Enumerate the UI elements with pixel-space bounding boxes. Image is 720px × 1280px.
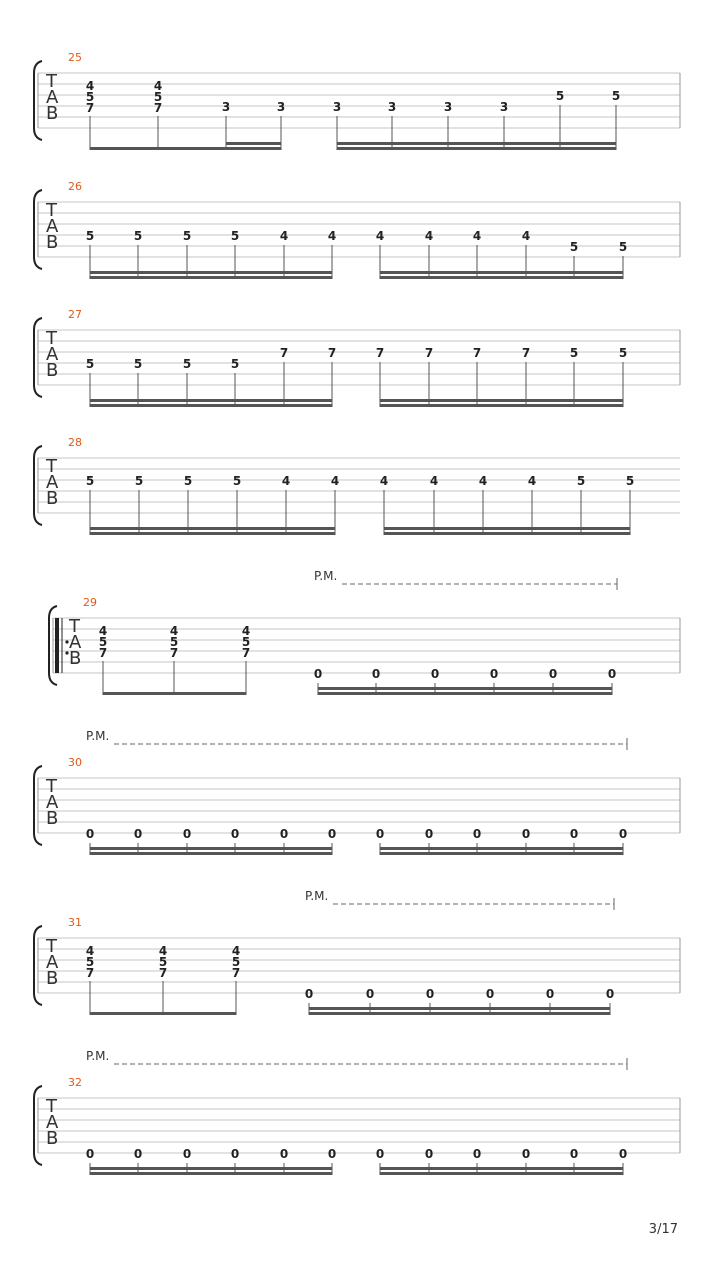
fret-number: 0 bbox=[279, 1147, 289, 1161]
tab-clef-letter: B bbox=[46, 1128, 59, 1149]
note-beam-secondary bbox=[90, 847, 332, 850]
note-beam bbox=[318, 692, 612, 695]
note-beam bbox=[384, 532, 630, 535]
page-number: 3/17 bbox=[648, 1222, 678, 1237]
measure-number: 30 bbox=[68, 756, 82, 769]
fret-number: 5 bbox=[158, 955, 168, 969]
tab-clef-letter: T bbox=[46, 936, 57, 957]
fret-number: 0 bbox=[605, 987, 615, 1001]
fret-number: 7 bbox=[85, 101, 95, 115]
tab-system-25 bbox=[34, 51, 680, 150]
note-beam-secondary bbox=[90, 271, 332, 274]
fret-number: 5 bbox=[182, 357, 192, 371]
tab-clef-letter: B bbox=[46, 103, 59, 124]
fret-number: 0 bbox=[182, 827, 192, 841]
fret-number: 5 bbox=[98, 635, 108, 649]
fret-number: 0 bbox=[133, 827, 143, 841]
note-beam-secondary bbox=[337, 142, 616, 145]
tab-clef-letter: A bbox=[46, 472, 59, 493]
tab-clef-letter: A bbox=[46, 216, 59, 237]
fret-number: 5 bbox=[85, 955, 95, 969]
fret-number: 0 bbox=[472, 1147, 482, 1161]
tab-clef-letter: A bbox=[46, 344, 59, 365]
tab-clef-letter: T bbox=[46, 1096, 57, 1117]
fret-number: 4 bbox=[153, 79, 163, 93]
fret-number: 0 bbox=[545, 987, 555, 1001]
fret-number: 7 bbox=[231, 966, 241, 980]
fret-number: 0 bbox=[375, 1147, 385, 1161]
fret-number: 5 bbox=[231, 955, 241, 969]
note-beam bbox=[380, 404, 623, 407]
fret-number: 5 bbox=[618, 346, 628, 360]
fret-number: 7 bbox=[98, 646, 108, 660]
fret-number: 7 bbox=[424, 346, 434, 360]
note-beam bbox=[90, 276, 332, 279]
tab-clef-letter: A bbox=[46, 1112, 59, 1133]
fret-number: 0 bbox=[424, 1147, 434, 1161]
note-beam-secondary bbox=[318, 687, 612, 690]
tab-clef-letter: A bbox=[46, 87, 59, 108]
fret-number: 4 bbox=[231, 944, 241, 958]
fret-number: 5 bbox=[183, 474, 193, 488]
fret-number: 0 bbox=[327, 827, 337, 841]
fret-number: 4 bbox=[472, 229, 482, 243]
fret-number: 4 bbox=[281, 474, 291, 488]
fret-number: 7 bbox=[153, 101, 163, 115]
fret-number: 0 bbox=[618, 1147, 628, 1161]
fret-number: 0 bbox=[375, 827, 385, 841]
tab-clef-letter: B bbox=[46, 232, 59, 253]
note-beam bbox=[90, 852, 332, 855]
fret-number: 4 bbox=[478, 474, 488, 488]
note-beam bbox=[309, 1012, 610, 1015]
fret-number: 5 bbox=[182, 229, 192, 243]
tab-system-27 bbox=[34, 308, 680, 407]
tab-clef-letter: A bbox=[46, 792, 59, 813]
fret-number: 4 bbox=[330, 474, 340, 488]
fret-number: 3 bbox=[332, 100, 342, 114]
fret-number: 7 bbox=[327, 346, 337, 360]
note-beam bbox=[90, 1172, 332, 1175]
fret-number: 4 bbox=[379, 474, 389, 488]
fret-number: 0 bbox=[424, 827, 434, 841]
fret-number: 4 bbox=[98, 624, 108, 638]
note-beam bbox=[337, 147, 616, 150]
fret-number: 0 bbox=[425, 987, 435, 1001]
fret-number: 7 bbox=[241, 646, 251, 660]
tab-system-30 bbox=[34, 729, 680, 855]
fret-number: 5 bbox=[576, 474, 586, 488]
fret-number: 0 bbox=[85, 827, 95, 841]
fret-number: 5 bbox=[134, 474, 144, 488]
fret-number: 4 bbox=[424, 229, 434, 243]
tab-system-29 bbox=[49, 569, 680, 695]
fret-number: 5 bbox=[133, 229, 143, 243]
fret-number: 5 bbox=[241, 635, 251, 649]
tab-system-28 bbox=[34, 436, 680, 535]
fret-number: 4 bbox=[85, 79, 95, 93]
note-beam-secondary bbox=[384, 527, 630, 530]
note-beam-secondary bbox=[226, 142, 281, 145]
note-beam-secondary bbox=[90, 399, 332, 402]
note-beam bbox=[380, 276, 623, 279]
fret-number: 4 bbox=[169, 624, 179, 638]
note-beam-secondary bbox=[380, 399, 623, 402]
fret-number: 5 bbox=[555, 89, 565, 103]
fret-number: 0 bbox=[327, 1147, 337, 1161]
fret-number: 0 bbox=[85, 1147, 95, 1161]
tab-clef-letter: T bbox=[46, 200, 57, 221]
fret-number: 0 bbox=[485, 987, 495, 1001]
note-beam bbox=[90, 1012, 236, 1015]
note-beam bbox=[90, 147, 281, 150]
note-beam-secondary bbox=[90, 527, 335, 530]
note-beam-secondary bbox=[380, 847, 623, 850]
fret-number: 0 bbox=[607, 667, 617, 681]
tab-clef-letter: B bbox=[46, 968, 59, 989]
tab-clef-letter: B bbox=[46, 488, 59, 509]
fret-number: 5 bbox=[169, 635, 179, 649]
note-beam bbox=[380, 1172, 623, 1175]
tab-clef-letter: T bbox=[46, 71, 57, 92]
tab-system-32 bbox=[34, 1049, 680, 1175]
fret-number: 5 bbox=[569, 346, 579, 360]
note-beam bbox=[90, 404, 332, 407]
tab-clef-letter: A bbox=[46, 952, 59, 973]
fret-number: 3 bbox=[276, 100, 286, 114]
note-beam bbox=[90, 532, 335, 535]
fret-number: 0 bbox=[182, 1147, 192, 1161]
palm-mute-label: P.M. bbox=[86, 1049, 110, 1063]
fret-number: 5 bbox=[230, 229, 240, 243]
fret-number: 0 bbox=[472, 827, 482, 841]
fret-number: 0 bbox=[569, 1147, 579, 1161]
fret-number: 0 bbox=[569, 827, 579, 841]
fret-number: 5 bbox=[611, 89, 621, 103]
fret-number: 0 bbox=[489, 667, 499, 681]
tab-clef-letter: B bbox=[46, 808, 59, 829]
tab-clef-letter: B bbox=[46, 360, 59, 381]
fret-number: 4 bbox=[327, 229, 337, 243]
tab-clef-letter: T bbox=[69, 616, 80, 637]
fret-number: 5 bbox=[625, 474, 635, 488]
fret-number: 7 bbox=[521, 346, 531, 360]
fret-number: 3 bbox=[443, 100, 453, 114]
fret-number: 3 bbox=[387, 100, 397, 114]
fret-number: 4 bbox=[429, 474, 439, 488]
note-beam bbox=[103, 692, 246, 695]
fret-number: 4 bbox=[158, 944, 168, 958]
fret-number: 7 bbox=[279, 346, 289, 360]
measure-number: 32 bbox=[68, 1076, 82, 1089]
fret-number: 0 bbox=[365, 987, 375, 1001]
fret-number: 5 bbox=[230, 357, 240, 371]
note-beam bbox=[380, 852, 623, 855]
fret-number: 7 bbox=[158, 966, 168, 980]
fret-number: 5 bbox=[618, 240, 628, 254]
fret-number: 4 bbox=[279, 229, 289, 243]
fret-number: 5 bbox=[85, 90, 95, 104]
fret-number: 3 bbox=[499, 100, 509, 114]
fret-number: 0 bbox=[521, 827, 531, 841]
fret-number: 4 bbox=[85, 944, 95, 958]
fret-number: 7 bbox=[472, 346, 482, 360]
fret-number: 0 bbox=[371, 667, 381, 681]
fret-number: 4 bbox=[521, 229, 531, 243]
fret-number: 0 bbox=[133, 1147, 143, 1161]
note-beam-secondary bbox=[380, 1167, 623, 1170]
fret-number: 4 bbox=[527, 474, 537, 488]
tab-clef-letter: T bbox=[46, 328, 57, 349]
fret-number: 0 bbox=[230, 1147, 240, 1161]
note-beam-secondary bbox=[309, 1007, 610, 1010]
fret-number: 7 bbox=[169, 646, 179, 660]
tab-clef-letter: A bbox=[69, 632, 82, 653]
measure-number: 27 bbox=[68, 308, 82, 321]
fret-number: 7 bbox=[375, 346, 385, 360]
tab-clef-letter: T bbox=[46, 456, 57, 477]
note-beam-secondary bbox=[90, 1167, 332, 1170]
fret-number: 5 bbox=[85, 357, 95, 371]
fret-number: 5 bbox=[133, 357, 143, 371]
palm-mute-label: P.M. bbox=[305, 889, 329, 903]
fret-number: 0 bbox=[279, 827, 289, 841]
fret-number: 7 bbox=[85, 966, 95, 980]
fret-number: 4 bbox=[241, 624, 251, 638]
fret-number: 5 bbox=[153, 90, 163, 104]
tab-system-31 bbox=[34, 889, 680, 1015]
measure-number: 26 bbox=[68, 180, 82, 193]
fret-number: 0 bbox=[430, 667, 440, 681]
fret-number: 4 bbox=[375, 229, 385, 243]
tab-clef-letter: B bbox=[69, 648, 82, 669]
palm-mute-label: P.M. bbox=[86, 729, 110, 743]
measure-number: 28 bbox=[68, 436, 82, 449]
measure-number: 31 bbox=[68, 916, 82, 929]
fret-number: 0 bbox=[304, 987, 314, 1001]
tab-system-26 bbox=[34, 180, 680, 279]
fret-number: 5 bbox=[232, 474, 242, 488]
fret-number: 0 bbox=[618, 827, 628, 841]
fret-number: 5 bbox=[85, 229, 95, 243]
fret-number: 0 bbox=[521, 1147, 531, 1161]
fret-number: 0 bbox=[230, 827, 240, 841]
fret-number: 0 bbox=[548, 667, 558, 681]
measure-number: 29 bbox=[83, 596, 97, 609]
palm-mute-label: P.M. bbox=[314, 569, 338, 583]
fret-number: 5 bbox=[569, 240, 579, 254]
tab-clef-letter: T bbox=[46, 776, 57, 797]
fret-number: 0 bbox=[313, 667, 323, 681]
fret-number: 3 bbox=[221, 100, 231, 114]
note-beam-secondary bbox=[380, 271, 623, 274]
measure-number: 25 bbox=[68, 51, 82, 64]
fret-number: 5 bbox=[85, 474, 95, 488]
